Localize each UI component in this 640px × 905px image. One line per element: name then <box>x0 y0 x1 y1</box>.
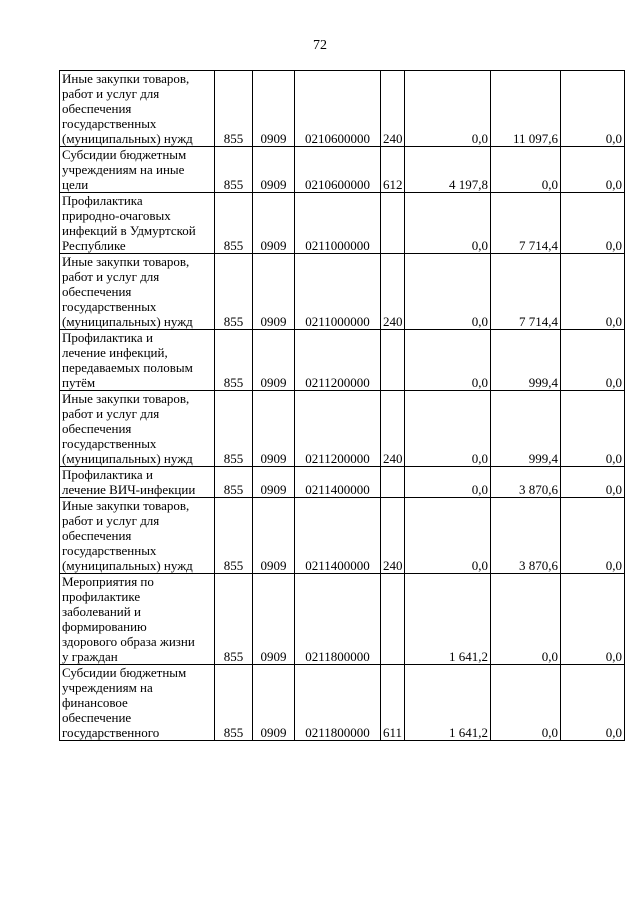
section-code-cell: 0909 <box>253 574 295 665</box>
amount-cell: 0,0 <box>561 574 625 665</box>
item-name-line: лечение инфекций, <box>62 345 168 360</box>
amount-cell: 4 197,8 <box>405 147 491 193</box>
section-code-cell: 0909 <box>253 498 295 574</box>
amount-cell: 0,0 <box>561 147 625 193</box>
item-name-line: обеспечения <box>62 528 132 543</box>
amount-cell: 1 641,2 <box>405 574 491 665</box>
item-name-line: цели <box>62 177 89 192</box>
section-code-cell: 0909 <box>253 147 295 193</box>
amount-cell: 0,0 <box>405 330 491 391</box>
item-name-cell <box>60 391 215 467</box>
item-name-line: Субсидии бюджетным <box>62 147 187 162</box>
ministry-code-cell: 855 <box>215 665 253 741</box>
amount-cell: 0,0 <box>561 391 625 467</box>
amount-cell: 0,0 <box>561 193 625 254</box>
table-row <box>60 665 625 741</box>
amount-cell: 0,0 <box>405 498 491 574</box>
amount-cell: 0,0 <box>561 665 625 741</box>
item-name-line: работ и услуг для <box>62 86 160 101</box>
expense-kind-cell <box>381 330 405 391</box>
table-row <box>60 574 625 665</box>
table-row <box>60 498 625 574</box>
item-name-line: Профилактика <box>62 193 143 208</box>
table-row <box>60 71 625 147</box>
amount-cell: 0,0 <box>405 467 491 498</box>
table-row <box>60 467 625 498</box>
item-name-line: формированию <box>62 619 147 634</box>
item-name-cell <box>60 574 215 665</box>
amount-cell: 0,0 <box>405 193 491 254</box>
expense-kind-cell: 240 <box>381 498 405 574</box>
section-code-cell: 0909 <box>253 254 295 330</box>
ministry-code-cell: 855 <box>215 254 253 330</box>
item-name-line: государственных <box>62 436 157 451</box>
item-name-line: природно-очаговых <box>62 208 171 223</box>
item-name-line: заболеваний и <box>62 604 141 619</box>
target-code-cell: 0210600000 <box>295 147 381 193</box>
item-name-line: государственных <box>62 543 157 558</box>
amount-cell: 0,0 <box>405 391 491 467</box>
section-code-cell: 0909 <box>253 665 295 741</box>
amount-cell: 0,0 <box>491 665 561 741</box>
item-name-line: государственных <box>62 299 157 314</box>
target-code-cell: 0211400000 <box>295 498 381 574</box>
item-name-line: обеспечения <box>62 284 132 299</box>
amount-cell: 1 641,2 <box>405 665 491 741</box>
item-name-line: профилактике <box>62 589 141 604</box>
item-name-line: финансовое <box>62 695 128 710</box>
item-name-line: учреждениям на <box>62 680 153 695</box>
amount-cell: 999,4 <box>491 391 561 467</box>
table-row <box>60 147 625 193</box>
table-row <box>60 391 625 467</box>
expense-kind-cell: 240 <box>381 391 405 467</box>
item-name-cell <box>60 498 215 574</box>
item-name-cell <box>60 147 215 193</box>
table-row <box>60 193 625 254</box>
item-name-cell <box>60 665 215 741</box>
expense-kind-cell <box>381 193 405 254</box>
target-code-cell: 0211000000 <box>295 254 381 330</box>
amount-cell: 3 870,6 <box>491 498 561 574</box>
target-code-cell: 0211800000 <box>295 574 381 665</box>
target-code-cell: 0211400000 <box>295 467 381 498</box>
item-name-line: Иные закупки товаров, <box>62 498 190 513</box>
item-name-cell <box>60 193 215 254</box>
ministry-code-cell: 855 <box>215 391 253 467</box>
amount-cell: 0,0 <box>561 254 625 330</box>
amount-cell: 0,0 <box>561 330 625 391</box>
section-code-cell: 0909 <box>253 71 295 147</box>
item-name-line: лечение ВИЧ-инфекции <box>62 482 196 497</box>
item-name-line: Мероприятия по <box>62 574 154 589</box>
ministry-code-cell: 855 <box>215 467 253 498</box>
target-code-cell: 0211000000 <box>295 193 381 254</box>
amount-cell: 0,0 <box>491 147 561 193</box>
ministry-code-cell: 855 <box>215 574 253 665</box>
section-code-cell: 0909 <box>253 193 295 254</box>
item-name-line: Республике <box>62 238 126 253</box>
ministry-code-cell: 855 <box>215 71 253 147</box>
item-name-line: работ и услуг для <box>62 269 160 284</box>
section-code-cell: 0909 <box>253 391 295 467</box>
expense-kind-cell: 611 <box>381 665 405 741</box>
item-name-line: учреждениям на иные <box>62 162 185 177</box>
item-name-line: работ и услуг для <box>62 513 160 528</box>
amount-cell: 7 714,4 <box>491 193 561 254</box>
item-name-line: здорового образа жизни <box>62 634 195 649</box>
item-name-line: (муниципальных) нужд <box>62 451 193 466</box>
section-code-cell: 0909 <box>253 330 295 391</box>
expense-kind-cell <box>381 467 405 498</box>
item-name-line: обеспечение <box>62 710 132 725</box>
amount-cell: 0,0 <box>405 254 491 330</box>
expense-kind-cell: 240 <box>381 71 405 147</box>
amount-cell: 11 097,6 <box>491 71 561 147</box>
item-name-cell <box>60 330 215 391</box>
amount-cell: 0,0 <box>491 574 561 665</box>
item-name-cell <box>60 254 215 330</box>
expense-kind-cell <box>381 574 405 665</box>
amount-cell: 0,0 <box>405 71 491 147</box>
item-name-line: Профилактика и <box>62 467 153 482</box>
item-name-line: Иные закупки товаров, <box>62 71 190 86</box>
item-name-line: Иные закупки товаров, <box>62 391 190 406</box>
item-name-line: (муниципальных) нужд <box>62 314 193 329</box>
amount-cell: 999,4 <box>491 330 561 391</box>
item-name-line: работ и услуг для <box>62 406 160 421</box>
amount-cell: 0,0 <box>561 467 625 498</box>
section-code-cell: 0909 <box>253 467 295 498</box>
item-name-line: передаваемых половым <box>62 360 193 375</box>
item-name-line: (муниципальных) нужд <box>62 131 193 146</box>
target-code-cell: 0210600000 <box>295 71 381 147</box>
ministry-code-cell: 855 <box>215 498 253 574</box>
table-row <box>60 330 625 391</box>
item-name-line: Иные закупки товаров, <box>62 254 190 269</box>
amount-cell: 3 870,6 <box>491 467 561 498</box>
item-name-cell <box>60 71 215 147</box>
ministry-code-cell: 855 <box>215 330 253 391</box>
item-name-line: Профилактика и <box>62 330 153 345</box>
item-name-line: инфекций в Удмуртской <box>62 223 196 238</box>
target-code-cell: 0211200000 <box>295 391 381 467</box>
page-number: 72 <box>313 38 327 53</box>
item-name-line: путём <box>62 375 96 390</box>
amount-cell: 7 714,4 <box>491 254 561 330</box>
item-name-line: Субсидии бюджетным <box>62 665 187 680</box>
table-row <box>60 254 625 330</box>
budget-table <box>59 70 625 741</box>
amount-cell: 0,0 <box>561 498 625 574</box>
target-code-cell: 0211200000 <box>295 330 381 391</box>
amount-cell: 0,0 <box>561 71 625 147</box>
item-name-line: (муниципальных) нужд <box>62 558 193 573</box>
item-name-line: у граждан <box>62 649 118 664</box>
item-name-line: государственного <box>62 725 160 740</box>
item-name-line: обеспечения <box>62 421 132 436</box>
target-code-cell: 0211800000 <box>295 665 381 741</box>
expense-kind-cell: 612 <box>381 147 405 193</box>
expense-kind-cell: 240 <box>381 254 405 330</box>
item-name-line: обеспечения <box>62 101 132 116</box>
ministry-code-cell: 855 <box>215 147 253 193</box>
item-name-cell <box>60 467 215 498</box>
item-name-line: государственных <box>62 116 157 131</box>
ministry-code-cell: 855 <box>215 193 253 254</box>
